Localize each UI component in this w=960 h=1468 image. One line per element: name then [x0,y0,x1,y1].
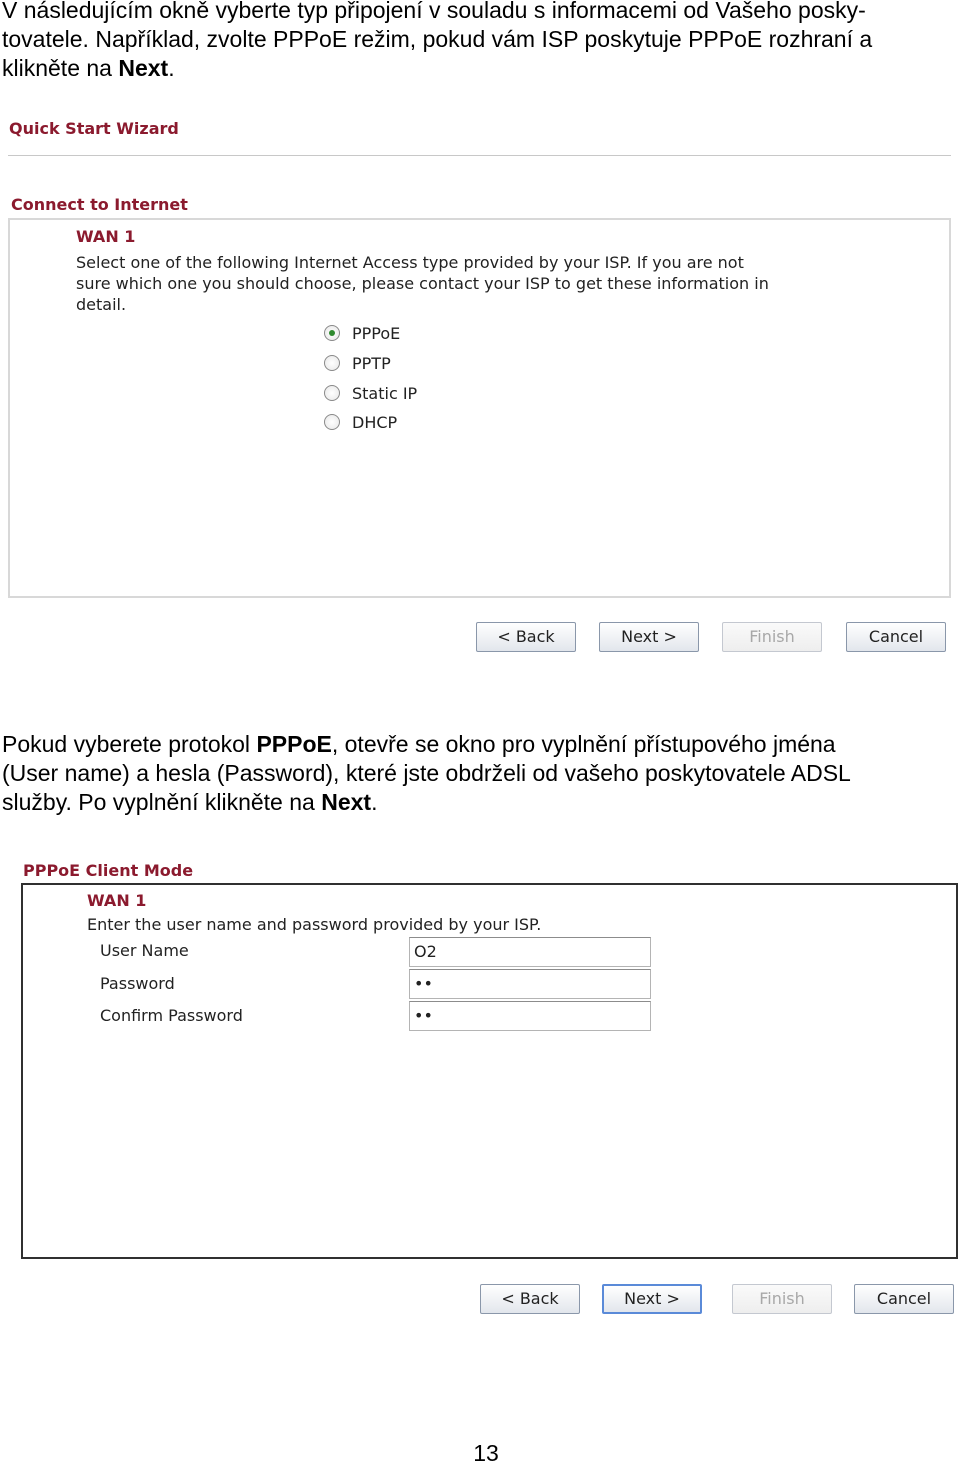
explain-paragraph [2,730,956,817]
radio-option-dhcp[interactable] [324,411,397,433]
confirm-password-input[interactable]: •• [409,1001,651,1031]
wizard-divider [8,155,951,156]
explain-pppoe-bold: PPPoE [256,731,332,757]
intro-line-2: tovatele. Například, zvolte PPPoE režim, pokud vám ISP poskytuje PPPoE rozhraní a [2,26,873,52]
radio-label-pptp: PPTP [352,353,391,373]
intro-line-3-end: . [168,55,175,81]
wan-title: WAN 1 [76,227,136,246]
explain-line-3 [2,788,956,817]
explain-line-1-end: , otevře se okno pro vyplnění přístupového jména [331,731,836,757]
pppoe-cancel-button[interactable]: Cancel [854,1284,954,1314]
wizard-description [76,252,769,315]
pppoe-wan-title: WAN 1 [87,891,147,910]
intro-paragraph [2,0,956,83]
user-name-input[interactable]: O2 [409,937,651,967]
next-button[interactable]: Next > [599,622,699,652]
password-input[interactable]: •• [409,969,651,999]
radio-label-static-ip: Static IP [352,383,418,403]
section-title: Connect to Internet [11,195,188,214]
pppoe-back-button[interactable]: < Back [480,1284,580,1314]
description-line-3: detail. [76,295,127,314]
intro-line-3 [2,54,956,83]
radio-label-pppoe: PPPoE [352,323,401,343]
radio-button-checked[interactable] [324,325,340,341]
page-number: 13 [473,1440,499,1466]
explain-line-2: (User name) a hesla (Password), které jste obdrželi od vašeho poskytovatele ADSL [2,760,851,786]
radio-button[interactable] [324,385,340,401]
description-line-2: sure which one you should choose, please contact your ISP to get these information in [76,274,769,293]
intro-line-1: V následujícím okně vyberte typ připojení v souladu s informacemi od Vašeho posky- [2,0,866,23]
radio-option-static-ip[interactable] [324,382,417,404]
back-button[interactable]: < Back [476,622,576,652]
pppoe-title: PPPoE Client Mode [23,861,194,880]
intro-next-bold: Next [118,55,169,81]
explain-line-3-text: služby. Po vyplnění klikněte na [2,789,322,815]
intro-line-3-text: klikněte na [2,55,119,81]
explain-next-bold: Next [321,789,372,815]
pppoe-finish-button: Finish [732,1284,832,1314]
password-label: Password [100,974,175,993]
radio-option-pptp[interactable] [324,352,391,374]
radio-label-dhcp: DHCP [352,412,398,432]
pppoe-description: Enter the user name and password provided by your ISP. [87,915,542,934]
explain-line-3-end: . [371,789,378,815]
cancel-button[interactable]: Cancel [846,622,946,652]
confirm-password-label: Confirm Password [100,1006,243,1025]
pppoe-next-button[interactable]: Next > [602,1284,702,1314]
radio-button[interactable] [324,414,340,430]
finish-button: Finish [722,622,822,652]
wizard-title: Quick Start Wizard [9,119,179,138]
explain-line-1 [2,730,956,759]
radio-button[interactable] [324,355,340,371]
description-line-1: Select one of the following Internet Access type provided by your ISP. If you are not [76,253,744,272]
user-name-label: User Name [100,941,189,960]
radio-option-pppoe[interactable] [324,322,400,344]
explain-line-1-text: Pokud vyberete protokol [2,731,257,757]
